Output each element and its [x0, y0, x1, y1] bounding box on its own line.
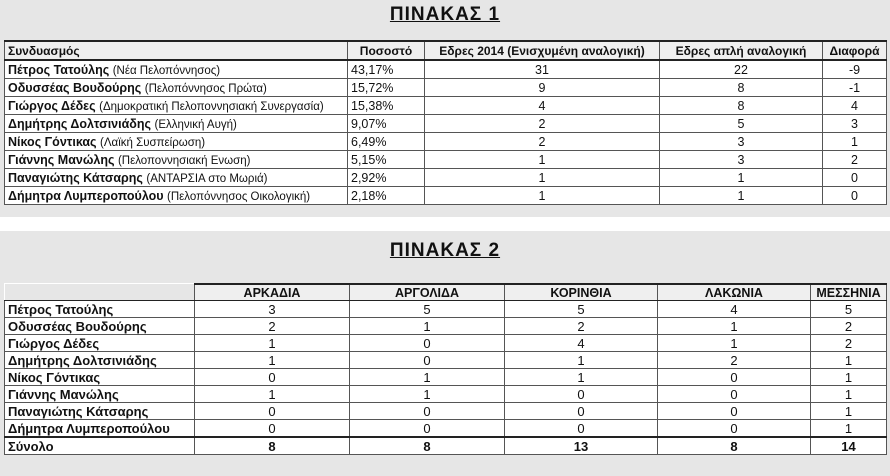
table1-panel — [0, 0, 890, 217]
candidate-name: Παναγιώτης Κάτσαρης — [8, 170, 143, 185]
party-name: (Δημοκρατική Πελοποννησιακή Συνεργασία) — [99, 100, 324, 113]
table2-cell-arcadia: 0 — [195, 420, 350, 438]
candidate-name: Δήμητρα Λυμπεροπούλου — [8, 188, 164, 203]
table1-cell-percentage: 6,49% — [348, 133, 425, 151]
table1-row — [5, 115, 887, 133]
table2-row — [5, 386, 887, 403]
table1-row — [5, 169, 887, 187]
table2-cell-argolida: 0 — [350, 352, 505, 369]
table2-cell-messinia: 1 — [811, 352, 887, 369]
table1-cell-seats-simple: 1 — [660, 187, 823, 205]
table2-row — [5, 352, 887, 369]
table1-cell-seats-simple: 3 — [660, 133, 823, 151]
table2-total-row — [5, 437, 887, 455]
table2-cell-korinthia: 0 — [505, 386, 658, 403]
table1-cell-percentage: 2,18% — [348, 187, 425, 205]
table1-cell-seats-simple: 1 — [660, 169, 823, 187]
table2-header-blank — [5, 284, 195, 301]
table1-cell-seats-simple: 3 — [660, 151, 823, 169]
table1-cell-difference: 0 — [823, 169, 887, 187]
candidate-name: Δημήτρης Δολτσινιάδης — [8, 116, 152, 131]
table2-cell-candidate: Δημήτρης Δολτσινιάδης — [5, 352, 195, 369]
table2-total-lakonia: 8 — [658, 437, 811, 455]
table2-header-arcadia: ΑΡΚΑΔΙΑ — [195, 284, 350, 301]
party-name: (ΑΝΤΑΡΣΙΑ στο Μωριά) — [146, 172, 268, 185]
table2-cell-messinia: 1 — [811, 386, 887, 403]
table1-title: ΠΙΝΑΚΑΣ 1 — [389, 4, 501, 25]
table1-cell-percentage: 15,38% — [348, 97, 425, 115]
table1-cell-percentage: 5,15% — [348, 151, 425, 169]
table1-cell-percentage: 43,17% — [348, 60, 425, 79]
table1-header-difference: Διαφορά — [823, 41, 887, 60]
table2-cell-arcadia: 1 — [195, 335, 350, 352]
table1-cell-difference: 3 — [823, 115, 887, 133]
table2-cell-lakonia: 4 — [658, 301, 811, 318]
table1-cell-difference: -1 — [823, 79, 887, 97]
table1-cell-percentage: 9,07% — [348, 115, 425, 133]
table2-header-messinia: ΜΕΣΣΗΝΙΑ — [811, 284, 887, 301]
table2-cell-lakonia: 0 — [658, 403, 811, 420]
table2-total-korinthia: 13 — [505, 437, 658, 455]
table1-row — [5, 60, 887, 79]
table1 — [4, 40, 887, 205]
table1-header-seats-simple: Εδρες απλή αναλογική — [660, 41, 823, 60]
table2-cell-arcadia: 0 — [195, 369, 350, 386]
table2-cell-messinia: 2 — [811, 318, 887, 335]
table1-cell-difference: 1 — [823, 133, 887, 151]
table2-cell-korinthia: 1 — [505, 369, 658, 386]
table1-cell-seats-2014: 1 — [425, 151, 660, 169]
party-name: (Νέα Πελοπόννησος) — [112, 64, 221, 77]
table1-cell-difference: -9 — [823, 60, 887, 79]
table1-cell-coalition — [5, 133, 348, 151]
table2-cell-candidate: Παναγιώτης Κάτσαρης — [5, 403, 195, 420]
table1-cell-seats-2014: 31 — [425, 60, 660, 79]
table2-cell-korinthia: 0 — [505, 420, 658, 438]
table2-total-messinia: 14 — [811, 437, 887, 455]
table2-header-korinthia: ΚΟΡΙΝΘΙΑ — [505, 284, 658, 301]
table2-cell-arcadia: 1 — [195, 352, 350, 369]
table2-cell-messinia: 1 — [811, 403, 887, 420]
table2-cell-korinthia: 1 — [505, 352, 658, 369]
table1-header-percentage: Ποσοστό — [348, 41, 425, 60]
table2-cell-messinia: 1 — [811, 420, 887, 438]
table1-header-row — [5, 41, 887, 60]
party-name: (Πελοπόννησος Οικολογική) — [167, 190, 311, 203]
table1-cell-coalition — [5, 60, 348, 79]
table2-cell-argolida: 1 — [350, 318, 505, 335]
table1-cell-percentage: 2,92% — [348, 169, 425, 187]
table2-header-argolida: ΑΡΓΟΛΙΔΑ — [350, 284, 505, 301]
table1-cell-coalition — [5, 169, 348, 187]
table2-panel — [0, 231, 890, 476]
table2-row — [5, 301, 887, 318]
table1-row — [5, 97, 887, 115]
table2-cell-candidate: Νίκος Γόντικας — [5, 369, 195, 386]
table2-cell-candidate: Δήμητρα Λυμπεροπούλου — [5, 420, 195, 438]
table1-cell-coalition — [5, 115, 348, 133]
table2-total-label: Σύνολο — [5, 437, 195, 455]
table2-total-argolida: 8 — [350, 437, 505, 455]
candidate-name: Γιώργος Δέδες — [8, 98, 96, 113]
table1-cell-difference: 4 — [823, 97, 887, 115]
table2-row — [5, 403, 887, 420]
candidate-name: Οδυσσέας Βουδούρης — [8, 80, 142, 95]
table2-cell-korinthia: 2 — [505, 318, 658, 335]
table1-cell-coalition — [5, 97, 348, 115]
table2 — [4, 283, 887, 455]
table2-cell-argolida: 0 — [350, 403, 505, 420]
table1-cell-coalition — [5, 79, 348, 97]
party-name: (Πελοπόννησος Πρώτα) — [144, 82, 267, 95]
table1-cell-seats-2014: 1 — [425, 169, 660, 187]
table2-cell-candidate: Οδυσσέας Βουδούρης — [5, 318, 195, 335]
table1-cell-seats-2014: 9 — [425, 79, 660, 97]
table2-cell-lakonia: 0 — [658, 369, 811, 386]
table2-row — [5, 369, 887, 386]
candidate-name: Πέτρος Τατούλης — [8, 62, 110, 77]
table1-row — [5, 133, 887, 151]
table2-header-lakonia: ΛΑΚΩΝΙΑ — [658, 284, 811, 301]
table2-cell-argolida: 0 — [350, 420, 505, 438]
table2-cell-argolida: 0 — [350, 335, 505, 352]
table1-cell-seats-simple: 22 — [660, 60, 823, 79]
table2-row — [5, 318, 887, 335]
table2-cell-arcadia: 2 — [195, 318, 350, 335]
table1-cell-coalition — [5, 151, 348, 169]
table2-cell-lakonia: 2 — [658, 352, 811, 369]
table2-cell-argolida: 1 — [350, 369, 505, 386]
candidate-name: Γιάννης Μανώλης — [8, 152, 115, 167]
table1-cell-seats-2014: 2 — [425, 115, 660, 133]
table1-row — [5, 151, 887, 169]
table1-cell-seats-2014: 2 — [425, 133, 660, 151]
party-name: (Πελοποννησιακή Ενωση) — [117, 154, 251, 167]
table1-header-seats-2014: Εδρες 2014 (Ενισχυμένη αναλογική) — [425, 41, 660, 60]
table2-cell-argolida: 1 — [350, 386, 505, 403]
table2-title: ΠΙΝΑΚΑΣ 2 — [389, 240, 501, 261]
table1-cell-seats-simple: 8 — [660, 79, 823, 97]
table2-cell-korinthia: 0 — [505, 403, 658, 420]
table1-row — [5, 79, 887, 97]
table2-cell-korinthia: 5 — [505, 301, 658, 318]
table1-row — [5, 187, 887, 205]
table2-cell-lakonia: 0 — [658, 386, 811, 403]
table2-cell-lakonia: 1 — [658, 318, 811, 335]
table2-cell-arcadia: 0 — [195, 403, 350, 420]
table1-cell-percentage: 15,72% — [348, 79, 425, 97]
table1-cell-seats-2014: 1 — [425, 187, 660, 205]
table2-row — [5, 335, 887, 352]
table1-cell-coalition — [5, 187, 348, 205]
table2-cell-arcadia: 3 — [195, 301, 350, 318]
table2-cell-messinia: 5 — [811, 301, 887, 318]
table1-cell-difference: 0 — [823, 187, 887, 205]
table2-cell-candidate: Πέτρος Τατούλης — [5, 301, 195, 318]
table2-cell-messinia: 1 — [811, 369, 887, 386]
table2-cell-korinthia: 4 — [505, 335, 658, 352]
table1-header-coalition: Συνδυασμός — [5, 41, 348, 60]
table2-row — [5, 420, 887, 438]
table2-total-arcadia: 8 — [195, 437, 350, 455]
candidate-name: Νίκος Γόντικας — [8, 134, 97, 149]
table2-cell-lakonia: 0 — [658, 420, 811, 438]
table2-cell-messinia: 2 — [811, 335, 887, 352]
table2-cell-arcadia: 1 — [195, 386, 350, 403]
table2-cell-candidate: Γιάννης Μανώλης — [5, 386, 195, 403]
table2-cell-lakonia: 1 — [658, 335, 811, 352]
table2-header-row — [5, 284, 887, 301]
table1-cell-seats-simple: 5 — [660, 115, 823, 133]
table2-cell-argolida: 5 — [350, 301, 505, 318]
table1-cell-seats-2014: 4 — [425, 97, 660, 115]
table2-cell-candidate: Γιώργος Δέδες — [5, 335, 195, 352]
table1-cell-seats-simple: 8 — [660, 97, 823, 115]
party-name: (Ελληνική Αυγή) — [154, 118, 237, 131]
table1-cell-difference: 2 — [823, 151, 887, 169]
party-name: (Λαϊκή Συσπείρωση) — [100, 136, 206, 149]
